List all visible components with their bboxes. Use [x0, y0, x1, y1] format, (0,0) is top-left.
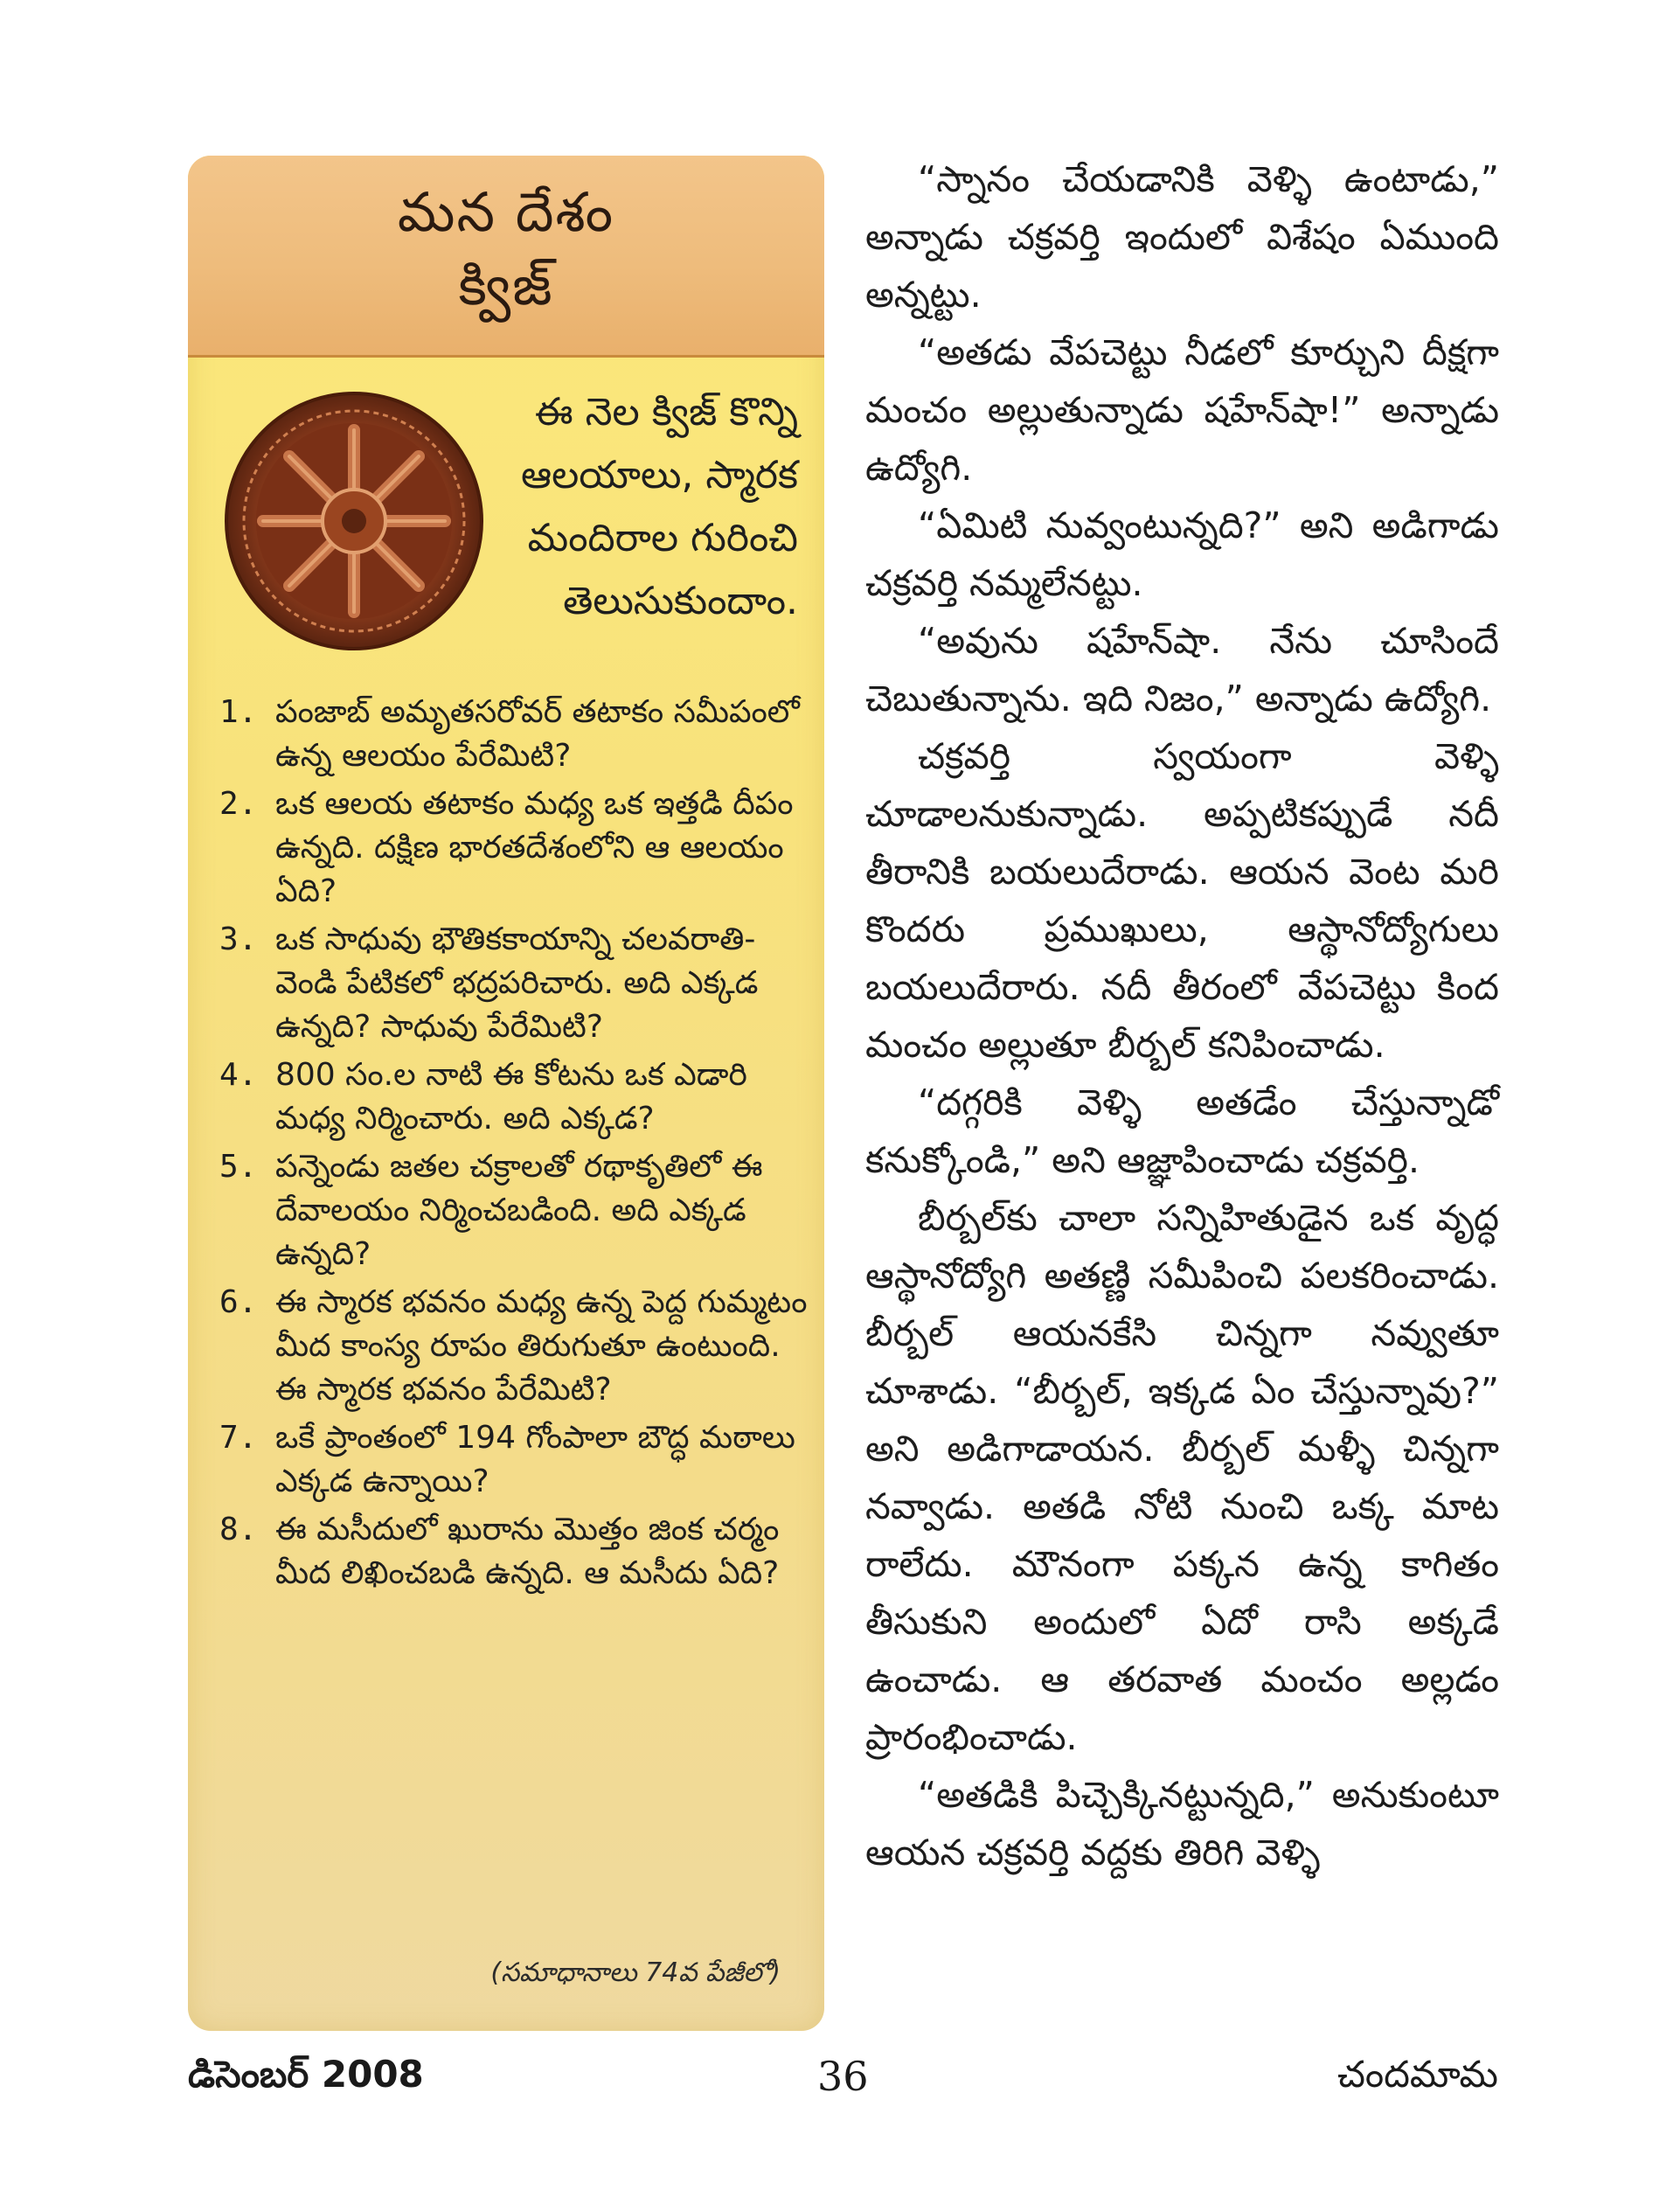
- story-paragraph: “ఏమిటి నువ్వంటున్నది?” అని అడిగాడు చక్రవర్తి నమ్మలేనట్టు.: [865, 504, 1499, 604]
- quiz-question: [212, 1416, 816, 1504]
- question-text: ఒకే ప్రాంతంలో 194 గోంపాలా బౌద్ధ మఠాలు ఎక్కడ ఉన్నాయి?: [275, 1420, 795, 1499]
- quiz-question: [212, 918, 816, 1049]
- question-text: పంజాబ్ అమృతసరోవర్ తటాకం సమీపంలో ఉన్న ఆలయం పేరేమిటి?: [275, 694, 800, 774]
- quiz-question: [212, 691, 816, 778]
- story-paragraph: “అతడికి పిచ్చెక్కినట్టున్నది,” అనుకుంటూ ఆయన చక్రవర్తి వద్దకు తిరిగి వెళ్ళి: [865, 1774, 1499, 1874]
- quiz-question: [212, 1145, 816, 1276]
- page-number: 36: [817, 2053, 869, 2100]
- question-number: 4.: [219, 1057, 258, 1093]
- question-text: ఈ మసీదులో ఖురాను మొత్తం జింక చర్మం మీద లిఖించబడి ఉన్నది. ఆ మసీదు ఏది?: [275, 1512, 780, 1591]
- quiz-question: [212, 782, 816, 914]
- question-text: పన్నెండు జతల చక్రాలతో రథాకృతిలో ఈ దేవాలయం నిర్మించబడింది. అది ఎక్కడ ఉన్నది?: [275, 1149, 763, 1272]
- question-number: 8.: [219, 1512, 258, 1547]
- question-number: 6.: [219, 1284, 258, 1320]
- question-text: 800 సం.ల నాటి ఈ కోటను ఒక ఎడారి మధ్య నిర్మించారు. అది ఎక్కడ?: [275, 1057, 747, 1137]
- story-paragraph: “దగ్గరికి వెళ్ళి అతడేం చేస్తున్నాడో కనుక్కోండి,” అని ఆజ్ఞాపించాడు చక్రవర్తి.: [865, 1081, 1499, 1181]
- quiz-intro-line: ఆలయాలు, స్మారక: [520, 453, 798, 497]
- quiz-title: మన దేశం: [397, 180, 615, 244]
- quiz-question: [212, 1053, 816, 1141]
- quiz-intro-line: తెలుసుకుందాం.: [563, 579, 798, 623]
- konark-wheel-icon: [223, 390, 485, 652]
- story-paragraph: చక్రవర్తి స్వయంగా వెళ్ళి చూడాలనుకున్నాడు. అప్పటికప్పుడే నదీ తీరానికి బయలుదేరాడు. ఆయన వెంట మరి కొందరు ప్రముఖులు, ఆస్థానోద్యోగులు బయలుదేరారు. నదీ తీరంలో వేపచెట్టు కింద మంచం అల్లుతూ బీర్బల్ కనిపించాడు.: [865, 735, 1499, 1066]
- quiz-header: [188, 156, 824, 358]
- quiz-intro-line: మందిరాల గురించి: [527, 516, 798, 560]
- question-text: ఒక సాధువు భౌతికకాయాన్ని చలవరాతి-వెండి పేటికలో భద్రపరిచారు. అది ఎక్కడ ఉన్నది? సాధువు పేరేమిటి?: [275, 921, 759, 1045]
- issue-date: డిసెంబర్ 2008: [188, 2053, 424, 2096]
- answers-note: (సమాధానాలు 74వ పేజీలో): [490, 1957, 781, 1988]
- question-text: ఈ స్మారక భవనం మధ్య ఉన్న పెద్ద గుమ్మటం మీద కాంస్య రూపం తిరుగుతూ ఉంటుంది. ఈ స్మారక భవనం పేరేమిటి?: [275, 1284, 808, 1408]
- story-paragraph: “అవును షహేన్‌షా. నేను చూసిందే చెబుతున్నాను. ఇది నిజం,” అన్నాడు ఉద్యోగి.: [865, 620, 1499, 720]
- question-number: 7.: [219, 1420, 258, 1456]
- quiz-subtitle: క్విజ్: [458, 254, 554, 317]
- quiz-question-list: [212, 691, 816, 1600]
- question-number: 3.: [219, 921, 258, 957]
- question-number: 1.: [219, 694, 258, 730]
- question-text: ఒక ఆలయ తటాకం మధ్య ఒక ఇత్తడి దీపం ఉన్నది. దక్షిణ భారతదేశంలోని ఆ ఆలయం ఏది?: [275, 786, 794, 909]
- story-paragraph: “అతడు వేపచెట్టు నీడలో కూర్చుని దీక్షగా మంచం అల్లుతున్నాడు షహేన్‌షా!” అన్నాడు ఉద్యోగి.: [865, 331, 1499, 489]
- magazine-name: చందమామ: [1337, 2053, 1498, 2096]
- quiz-question: [212, 1508, 816, 1596]
- question-number: 5.: [219, 1149, 258, 1185]
- story-column: [865, 150, 1499, 1881]
- quiz-box: [188, 156, 824, 2031]
- question-number: 2.: [219, 786, 258, 822]
- quiz-intro-line: ఈ నెల క్విజ్ కొన్ని: [534, 390, 798, 435]
- story-paragraph: “స్నానం చేయడానికి వెళ్ళి ఉంటాడు,” అన్నాడు చక్రవర్తి ఇందులో విశేషం ఏముంది అన్నట్టు.: [865, 158, 1499, 316]
- quiz-question: [212, 1281, 816, 1412]
- story-paragraph: బీర్బల్‌కు చాలా సన్నిహితుడైన ఒక వృద్ధ ఆస్థానోద్యోగి అతణ్ణి సమీపించి పలకరించాడు. బీర్బల్ ఆయనకేసి చిన్నగా నవ్వుతూ చూశాడు. “బీర్బల్, ఇక్కడ ఏం చేస్తున్నావు?” అని అడిగాడాయన. బీర్బల్ మళ్ళీ చిన్నగా నవ్వాడు. అతడి నోటి నుంచి ఒక్క మాట రాలేదు. మౌనంగా పక్కన ఉన్న కాగితం తీసుకుని అందులో ఏదో రాసి అక్కడే ఉంచాడు. ఆ తరవాత మంచం అల్లడం ప్రారంభించాడు.: [865, 1197, 1499, 1758]
